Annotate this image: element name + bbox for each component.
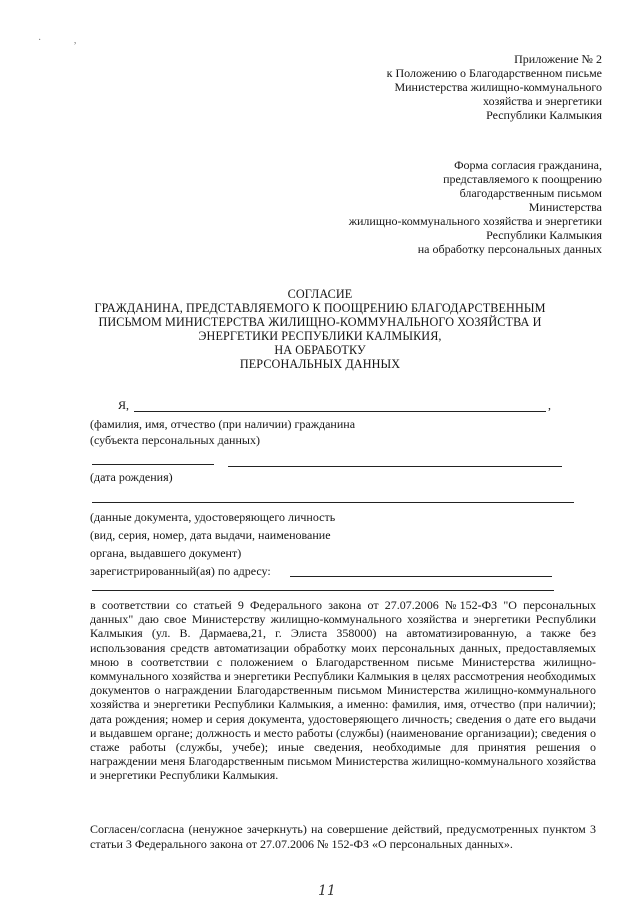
birth-date-line[interactable] <box>92 464 214 465</box>
form-note <box>349 158 602 256</box>
form-note-line: Форма согласия гражданина, <box>454 158 602 172</box>
agreement-paragraph: Согласен/согласна (ненужное зачеркнуть) на совершение действий, предусмотренных пунктом 3 статьи 3 Федерального закона от 27.07.2006 № 152-ФЗ «О персональных данных». <box>90 822 596 851</box>
page-number: 11 <box>318 883 336 899</box>
birth-extra-line[interactable] <box>228 466 562 467</box>
form-note-line: Министерства <box>528 200 602 214</box>
birth-label: (дата рождения) <box>90 470 173 484</box>
title-line: НА ОБРАБОТКУ <box>274 343 366 357</box>
appendix-header <box>387 52 602 122</box>
appendix-line: Приложение № 2 <box>514 52 602 66</box>
title-line: СОГЛАСИЕ <box>287 287 353 301</box>
address-line-1[interactable] <box>290 576 552 577</box>
form-note-line: жилищно-коммунального хозяйства и энергетики <box>348 214 602 228</box>
form-note-line: представляемого к поощрению <box>443 172 602 186</box>
title-line: ГРАЖДАНИНА, ПРЕДСТАВЛЯЕМОГО К ПООЩРЕНИЮ БЛАГОДАРСТВЕННЫМ <box>94 301 546 315</box>
form-note-line: Республики Калмыкия <box>486 228 602 242</box>
scan-specks: · , <box>38 35 77 46</box>
doc-label-3: органа, выдавшего документ) <box>90 546 242 560</box>
doc-label-2: (вид, серия, номер, дата выдачи, наименование <box>90 528 331 542</box>
consent-paragraph: в соответствии со статьей 9 Федерального закона от 27.07.2006 №152-ФЗ "О персональных данных" даю свое Министерству жилищно-коммунального хозяйства и энергетики Республики Калмыкия (ул. В. Дармаева,21, г. Элиста 358000) на автоматизированную, а также без использования средств автоматизации обработку моих персональных данных, предоставляемых мною в соответствии с положением о Благодарственном письме Министерства жилищно-коммунального хозяйства и энергетики Республики Калмыкия в целях рассмотрения необходимых документов о награждении Благодарственным письмом Министерства жилищно-коммунального хозяйства и энергетики Республики Калмыкия, а именно: фамилия, имя, отчество (при наличии); дата рождения; номер и серия документа, удостоверяющего личность; сведения о дате его выдачи и выдавшем органе; должность и место работы (службы) (наименование организации); сведения о стаже работы (службы, учебе); иные сведения, необходимые для принятия решения о награждении меня Благодарственным письмом Министерства жилищно-коммунального хозяйства и энергетики Республики Калмыкия. <box>90 598 596 783</box>
appendix-line: хозяйства и энергетики <box>483 94 602 108</box>
subject-label: (субъекта персональных данных) <box>90 433 260 447</box>
address-label: зарегистрированный(ая) по адресу: <box>90 564 271 578</box>
appendix-line: Республики Калмыкия <box>486 108 602 122</box>
appendix-line: к Положению о Благодарственном письме <box>386 66 602 80</box>
appendix-line: Министерства жилищно-коммунального <box>394 80 602 94</box>
id-document-line[interactable] <box>92 502 574 503</box>
document-title <box>60 287 580 371</box>
fio-line[interactable] <box>134 411 546 412</box>
i-prefix: Я, <box>118 398 130 412</box>
title-line: ЭНЕРГЕТИКИ РЕСПУБЛИКИ КАЛМЫКИЯ, <box>198 329 442 343</box>
form-note-line: благодарственным письмом <box>459 186 602 200</box>
fio-comma: , <box>548 398 551 412</box>
title-line: ПИСЬМОМ МИНИСТЕРСТВА ЖИЛИЩНО-КОММУНАЛЬНОГО ХОЗЯЙСТВА И <box>98 315 542 329</box>
doc-label-1: (данные документа, удостоверяющего личность <box>90 510 336 524</box>
title-line: ПЕРСОНАЛЬНЫХ ДАННЫХ <box>239 357 401 371</box>
address-line-2[interactable] <box>92 590 554 591</box>
form-note-line: на обработку персональных данных <box>417 242 602 256</box>
fio-label: (фамилия, имя, отчество (при наличии) гражданина <box>90 417 356 431</box>
